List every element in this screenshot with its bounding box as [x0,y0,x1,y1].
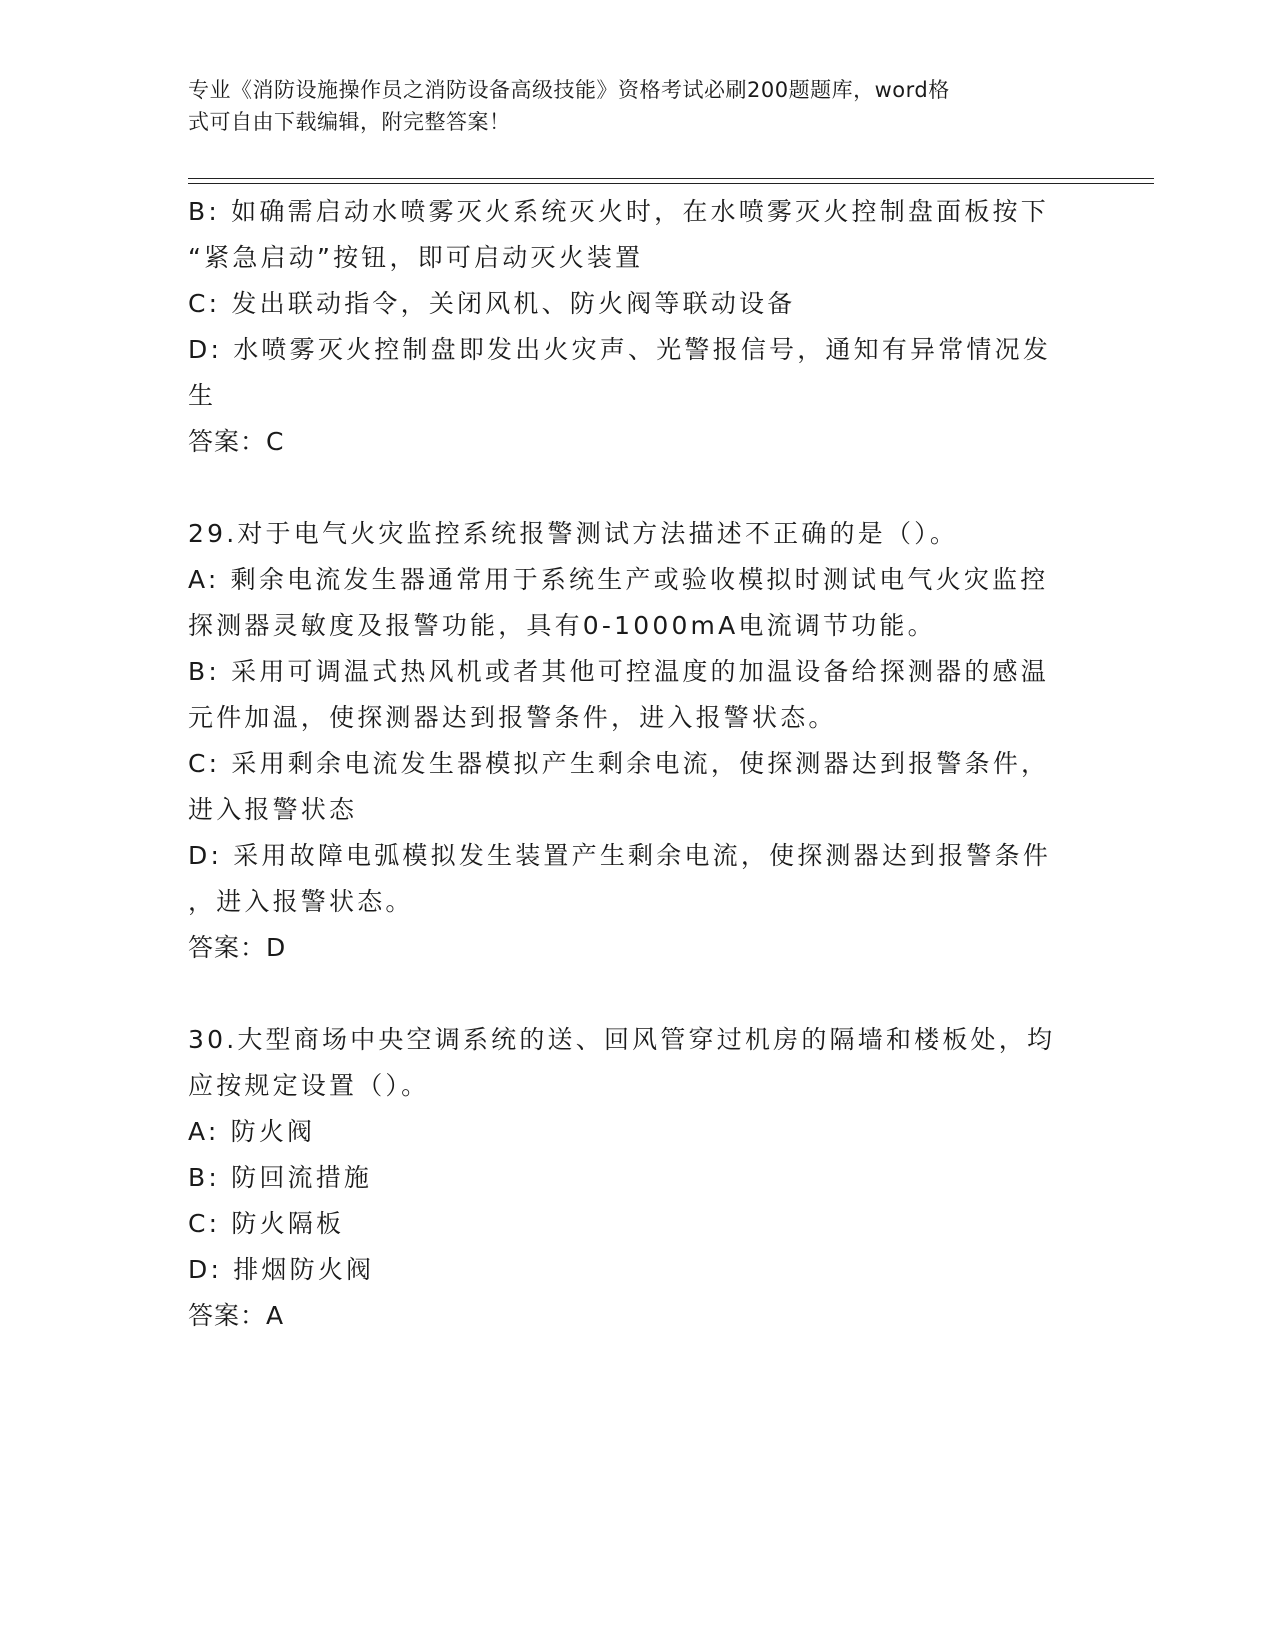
q28-option-d-line-2: 生 [188,381,217,410]
question-30-block [188,1017,1088,1339]
q29-question: 29.对于电气火灾监控系统报警测试方法描述不正确的是（）。 [188,519,959,548]
q29-option-d-line-1: D: 采用故障电弧模拟发生装置产生剩余电流，使探测器达到报警条件 [188,841,1052,870]
q28-answer: 答案：C [188,427,285,456]
q29-option-a-line-2: 探测器灵敏度及报警功能，具有0-1000mA电流调节功能。 [188,611,936,640]
q30-answer: 答案：A [188,1301,285,1330]
q29-answer: 答案：D [188,933,287,962]
q28-option-b-line-1: B: 如确需启动水喷雾灭火系统灭火时，在水喷雾灭火控制盘面板按下 [188,197,1049,226]
q29-option-d-line-2: ，进入报警状态。 [188,887,414,916]
q30-option-a: A: 防火阀 [188,1117,316,1146]
q29-option-b-line-2: 元件加温，使探测器达到报警条件，进入报警状态。 [188,703,837,732]
q29-option-c-line-2: 进入报警状态 [188,795,358,824]
question-28-block [188,189,1088,465]
q29-option-b-line-1: B: 采用可调温式热风机或者其他可控温度的加温设备给探测器的感温 [188,657,1049,686]
header-divider-top [188,178,1154,179]
page-header [188,74,1068,138]
q30-option-b: B: 防回流措施 [188,1163,373,1192]
q29-option-a-line-1: A: 剩余电流发生器通常用于系统生产或验收模拟时测试电气火灾监控 [188,565,1049,594]
q28-option-b-line-2: “紧急启动”按钮，即可启动灭火装置 [188,243,644,272]
q30-question-line-1: 30.大型商场中央空调系统的送、回风管穿过机房的隔墙和楼板处，均 [188,1025,1056,1054]
q28-option-c: C: 发出联动指令，关闭风机、防火阀等联动设备 [188,289,796,318]
header-line-1: 专业《消防设施操作员之消防设备高级技能》资格考试必刷200题题库，word格 [188,78,950,102]
question-content [188,189,1088,1339]
header-divider-bottom [188,183,1154,184]
question-29-block [188,511,1088,971]
q29-option-c-line-1: C: 采用剩余电流发生器模拟产生剩余电流，使探测器达到报警条件， [188,749,1050,778]
q30-option-d: D: 排烟防火阀 [188,1255,375,1284]
q28-option-d-line-1: D: 水喷雾灭火控制盘即发出火灾声、光警报信号，通知有异常情况发 [188,335,1052,364]
header-line-2: 式可自由下载编辑，附完整答案！ [188,110,511,134]
q30-question-line-2: 应按规定设置（）。 [188,1071,430,1100]
q30-option-c: C: 防火隔板 [188,1209,345,1238]
